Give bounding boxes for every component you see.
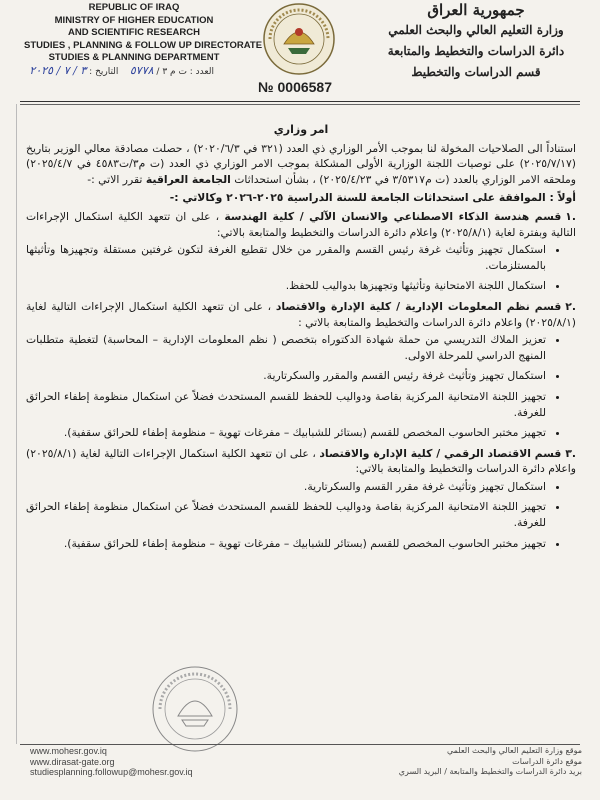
doc-date-value: ٣ / ٧ / ٢٠٢٥ — [29, 64, 87, 77]
document-body — [26, 122, 576, 556]
section-text: ، على ان تتعهد الكلية استكمال الإجراءات التالية لغاية (٢٠٢٥/٨/١) واعلام دائرة الدراسات والتخطيط والمتابعة بالاتي : — [26, 299, 576, 329]
footer-seal-icon — [150, 664, 240, 754]
document-title: امر وزاري — [273, 123, 329, 136]
list-item: • استكمال تجهيز وتأثيث غرفة رئيس القسم والمقرر والسكرتارية. — [26, 368, 546, 384]
header-english — [24, 2, 263, 65]
section-heading: قسم نظم المعلومات الإدارية / كلية الإدارة والاقتصاد — [275, 299, 562, 313]
ministry-seal-icon — [262, 2, 336, 76]
header-en-line: AND SCIENTIFIC RESEARCH — [68, 27, 200, 38]
header-divider — [20, 101, 580, 102]
doc-date-label: التاريخ : — [89, 67, 119, 77]
list-item: • تجهيز مختبر الحاسوب المخصص للقسم (بستائر للشبابيك – مفرغات تهوية – منظومة إطفاء للحرائق سقفية). — [26, 425, 546, 441]
header-ar-ministry: وزارة التعليم العالي والبحث العلمي — [388, 23, 564, 37]
section-text: ، على ان تتعهد الكلية استكمال الإجراءات التالية وبفترة لغاية (٢٠٢٥/٨/١) واعلام دائرة الدراسات والتخطيط والمتابعة بالاتي: — [26, 209, 576, 239]
header-ar-country: جمهورية العراق — [427, 1, 525, 19]
section-number: .٢ — [565, 299, 576, 313]
serial-number: № 0006587 — [258, 79, 332, 95]
margin-line — [16, 104, 17, 744]
doc-number-value: ٥٧٧٨ — [129, 64, 154, 77]
header-en-line: MINISTRY OF HIGHER EDUCATION — [54, 14, 214, 26]
footer-divider — [20, 744, 580, 745]
section-text: ، على ان تتعهد الكلية استكمال الإجراءات التالية لغاية (٢٠٢٥/٨/١) واعلام دائرة الدراسات والتخطيط والمتابعة بالاتي: — [26, 446, 576, 476]
header-ar-department: قسم الدراسات والتخطيط — [411, 65, 541, 79]
list-item: • استكمال تجهيز وتأثيث غرفة رئيس القسم والمقرر من خلال تقطيع الغرفة لتكون غرفتين مستقلة وتجهيزها وتأثيثها بالمستلزمات. — [26, 242, 546, 273]
footer-email[interactable]: studiesplanning.followup@mohesr.gov.iq — [30, 767, 193, 777]
list-item: • استكمال اللجنة الامتحانية وتأثيثها وتجهيزها بدواليب للحفظ. — [26, 278, 546, 294]
footer-arabic — [399, 746, 582, 778]
header-en-line: STUDIES , PLANNING & FOLLOW UP DIRECTORATE — [24, 39, 263, 51]
header-arabic — [366, 0, 586, 83]
header-ar-directorate: دائرة الدراسات والتخطيط والمتابعة — [387, 44, 565, 58]
intro-paragraph: استناداً الى الصلاحيات المخولة لنا بموجب الأمر الوزاري ذي العدد (٣٢١ في ٢٠٢٠/٦/٣) ، حصلت مصادقة معالي الوزير بتاريخ (٢٠٢٥/٧/١٧) على توصيات اللجنة الوزارية الأولى المشكلة بموجب الامر الوزاري ذي العدد (ت م٣/ت٤٥٨٣ في ٢٠٢٥/٤/٧) وملحقه الامر الوزاري بالعدد (ت م٣/٥٣١٧ في ٢٠٢٥/٤/٢٣) ، بشأن استحداثات الجامعة العراقية تقرر الاتي :- — [26, 141, 576, 186]
section-heading: قسم هندسة الذكاء الاصطناعي والانسان الآلي / كلية الهندسة — [224, 209, 562, 223]
footer-link[interactable]: www.mohesr.gov.iq — [30, 746, 107, 756]
header-divider-thin — [20, 104, 580, 105]
footer-ar-line: موقع دائرة الدراسات — [512, 756, 582, 766]
list-item: • تعزيز الملاك التدريسي من حملة شهادة الدكتوراه بتخصص ( نظم المعلومات الإدارية – المحاسبة) لتغطية متطلبات المنهج الدراسي للمرحلة الاولى. — [26, 332, 546, 363]
section-number: .١ — [565, 209, 576, 223]
list-item: • تجهيز اللجنة الامتحانية المركزية بقاصة ودواليب للحفظ للقسم المستحدث فضلاً عن استكمال منظومة إطفاء الحرائق للغرفة. — [26, 499, 546, 530]
bullet-list — [26, 479, 576, 551]
section-1 — [26, 209, 576, 294]
footer-link[interactable]: www.dirasat-gate.org — [30, 756, 115, 767]
first-heading: أولاً : الموافقة على استحداثات الجامعة للسنة الدراسية ٢٠٢٥-٢٠٢٦ وكالاتي :- — [169, 191, 576, 205]
header-en-line: REPUBLIC OF IRAQ — [88, 2, 180, 13]
section-heading: قسم الاقتصاد الرقمي / كلية الإدارة والاقتصاد — [319, 446, 562, 460]
list-item: • استكمال تجهيز وتأثيث غرفة مقرر القسم والسكرتارية. — [26, 479, 546, 495]
doc-number-label: العدد : ت م ٣ / — [156, 67, 214, 77]
document-number-date — [24, 64, 214, 79]
section-2 — [26, 299, 576, 441]
footer-english — [30, 746, 193, 778]
list-item: • تجهيز اللجنة الامتحانية المركزية بقاصة ودواليب للحفظ للقسم المستحدث فضلاً عن استكمال منظومة إطفاء الحرائق للغرفة. — [26, 389, 546, 420]
list-item: • تجهيز مختبر الحاسوب المخصص للقسم (بستائر للشبابيك – مفرغات تهوية – منظومة إطفاء للحرائق سقفية). — [26, 536, 546, 552]
intro-bold-phrase: الجامعة العراقية — [145, 172, 231, 186]
section-3 — [26, 446, 576, 552]
header-en-line: STUDIES & PLANNING DEPARTMENT — [48, 52, 220, 63]
footer-ar-line: بريد دائرة الدراسات والتخطيط والمتابعة / البريد السري — [398, 767, 582, 776]
bullet-list — [26, 332, 576, 441]
bullet-list — [26, 242, 576, 294]
section-number: .٣ — [565, 446, 576, 460]
footer-ar-line: موقع وزارة التعليم العالي والبحث العلمي — [446, 746, 582, 755]
